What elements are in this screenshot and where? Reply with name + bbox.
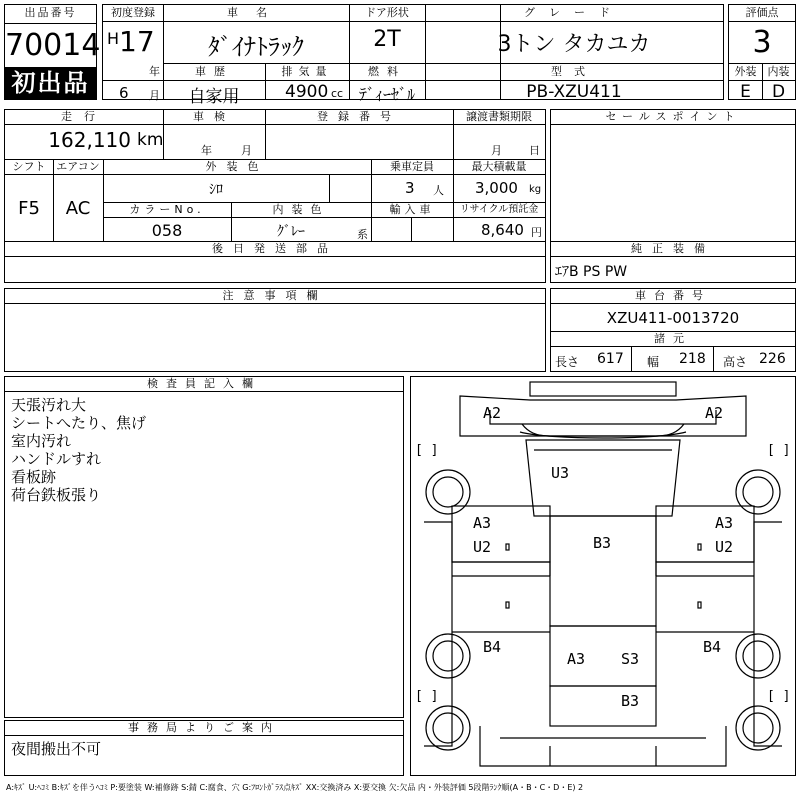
fuel: ﾃﾞｨｰｾﾞﾙ — [358, 85, 415, 104]
first-listing-badge: 初出品 — [5, 67, 96, 99]
damage-mark-s3-rear: S3 — [621, 650, 640, 668]
header-table — [102, 4, 724, 107]
chassis-table — [550, 288, 796, 372]
inspection-label: 車検 — [193, 110, 235, 123]
month-unit: 月 — [149, 89, 160, 102]
door-type: 2T — [373, 27, 401, 52]
capacity: 3 — [405, 179, 415, 197]
transfer-day-unit: 日 — [529, 144, 540, 157]
caution-label: 注意事項欄 — [222, 289, 328, 302]
color-number: 058 — [151, 221, 183, 240]
length-label: 長さ — [555, 355, 580, 369]
model-label: 型式 — [551, 65, 597, 78]
inspector-notes-label: 検査員記入欄 — [147, 377, 261, 390]
max-load-label: 最大積載量 — [471, 160, 527, 173]
interior-grade: D — [771, 82, 786, 102]
height: 226 — [759, 351, 786, 367]
equipment-table — [550, 241, 796, 283]
inspector-note-line: ハンドルすれ — [11, 450, 102, 468]
length: 617 — [597, 351, 624, 367]
damage-mark-b4-left: B4 — [483, 638, 502, 656]
score-label: 評価点 — [745, 6, 779, 19]
history: 自家用 — [188, 87, 240, 107]
damage-mark-a3-right: A3 — [715, 514, 734, 532]
model: PB-XZU411 — [526, 82, 622, 102]
damage-mark-b3-cab: B3 — [593, 534, 612, 552]
bracket-left-top: [ ] — [415, 443, 439, 458]
shift-label: シフト — [12, 160, 46, 173]
inspection-month-unit: 月 — [241, 144, 252, 157]
width-label: 幅 — [647, 355, 660, 369]
first-registration-label: 初度登録 — [111, 6, 155, 19]
era: H — [107, 29, 120, 48]
bracket-left-bottom: [ ] — [415, 689, 439, 704]
lot-number-label: 出品番号 — [24, 6, 77, 19]
door-label: ドア形状 — [365, 6, 409, 19]
recycle-label: リサイクル預託金 — [459, 204, 539, 215]
sales-point-label: セールスポイント — [605, 110, 741, 123]
damage-diagram — [410, 376, 796, 776]
later-parts-label: 後日発送部品 — [212, 242, 338, 255]
score-cell — [728, 4, 796, 100]
inspector-note-line: 天張汚れ大 — [11, 396, 87, 414]
caution-table — [4, 288, 546, 372]
inspector-notes-table — [4, 376, 404, 718]
truck-outline — [410, 376, 796, 776]
air-conditioner: AC — [65, 198, 91, 219]
bracket-right-top: [ ] — [767, 443, 791, 458]
capacity-label: 乗車定員 — [390, 160, 434, 173]
damage-mark-a3-rear: A3 — [567, 650, 586, 668]
car-name-label: 車名 — [227, 6, 285, 19]
office-notice-label: 事務局よりご案内 — [128, 721, 280, 734]
transfer-docs-label: 譲渡書類期限 — [466, 110, 532, 123]
mileage-label: 走行 — [61, 110, 107, 123]
grade: 3トン タカユカ — [497, 32, 651, 57]
interior-color: ｸﾞﾚｰ — [277, 224, 305, 240]
max-load: 3,000 — [475, 179, 518, 197]
exterior-grade: E — [740, 82, 751, 102]
max-load-unit: kg — [529, 184, 542, 195]
equipment-label: 純正装備 — [631, 242, 715, 255]
damage-mark-b4-right: B4 — [703, 638, 722, 656]
equipment: ｴｱB PS PW — [555, 264, 628, 280]
damage-mark-a2-right: A2 — [705, 404, 724, 422]
width: 218 — [679, 351, 706, 367]
displacement-unit: cc — [331, 87, 344, 100]
detail-table — [4, 109, 546, 243]
chassis-label: 車台番号 — [635, 289, 711, 302]
inspection-year-unit: 年 — [201, 144, 212, 157]
chassis-number: XZU411-0013720 — [606, 309, 740, 327]
dimensions-label: 諸元 — [654, 332, 692, 345]
year-unit: 年 — [149, 65, 160, 78]
damage-mark-a2-left: A2 — [483, 404, 502, 422]
inspector-note-line: 荷台鉄板張り — [11, 486, 102, 504]
mileage-unit: km — [137, 130, 164, 150]
office-notice: 夜間搬出不可 — [11, 740, 102, 758]
displacement: 4900 — [285, 82, 329, 102]
inspector-note-line: シートへたり、焦げ — [11, 414, 147, 432]
legend: A:ｷｽﾞ U:ﾍｺﾐ B:ｷｽﾞを伴うﾍｺﾐ P:要塗装 W:補修跡 S:錆 C:腐食、穴 G:ﾌﾛﾝﾄｶﾞﾗｽ点ｷｽﾞ XX:交換済み X:要交換 欠:欠品 内・外装評価 5段階ﾗﾝｸ順(A・B・C・D・E) 2 — [6, 783, 584, 792]
transfer-month-unit: 月 — [491, 144, 502, 157]
damage-mark-a3-left: A3 — [473, 514, 492, 532]
recycle-fee: 8,640 — [481, 221, 524, 239]
bracket-right-bottom: [ ] — [767, 689, 791, 704]
capacity-unit: 人 — [433, 184, 444, 197]
damage-mark-u3: U3 — [551, 464, 570, 482]
inspector-note-line: 室内汚れ — [11, 432, 72, 450]
lot-number-cell — [4, 4, 101, 100]
exterior-label: 外装 — [734, 65, 757, 78]
mileage: 162,110 — [48, 128, 131, 152]
office-notice-table — [4, 720, 404, 776]
color-number-label: カラーNo. — [129, 203, 205, 216]
shift: F5 — [18, 198, 40, 219]
grade-label: グレード — [524, 6, 624, 19]
damage-mark-u2-left: U2 — [473, 538, 492, 556]
first-registration-month: 6 — [119, 84, 129, 102]
registration-label: 登録番号 — [317, 110, 401, 123]
inspector-note-line: 看板跡 — [11, 468, 57, 486]
damage-mark-u2-right: U2 — [715, 538, 734, 556]
history-label: 車歴 — [195, 65, 233, 78]
interior-color-label: 内装色 — [272, 203, 330, 216]
car-name: ﾀﾞｲﾅﾄﾗｯｸ — [208, 33, 304, 61]
displacement-label: 排気量 — [281, 65, 333, 78]
lot-number: 70014 — [5, 28, 101, 63]
sales-point-table — [550, 109, 796, 243]
exterior-color-label: 外装色 — [205, 160, 269, 173]
first-registration-year: 17 — [119, 25, 155, 58]
ac-label: エアコン — [56, 160, 100, 173]
overall-score: 3 — [752, 25, 772, 60]
import-label: 輸入車 — [389, 203, 435, 216]
interior-label: 内装 — [767, 65, 790, 78]
fuel-label: 燃料 — [368, 65, 406, 78]
recycle-unit: 円 — [531, 226, 542, 239]
damage-mark-b3-rear: B3 — [621, 692, 640, 710]
height-label: 高さ — [723, 355, 748, 369]
later-parts-table — [4, 241, 546, 283]
interior-color-unit: 系 — [357, 228, 368, 241]
exterior-color: ｼﾛ — [209, 182, 223, 198]
